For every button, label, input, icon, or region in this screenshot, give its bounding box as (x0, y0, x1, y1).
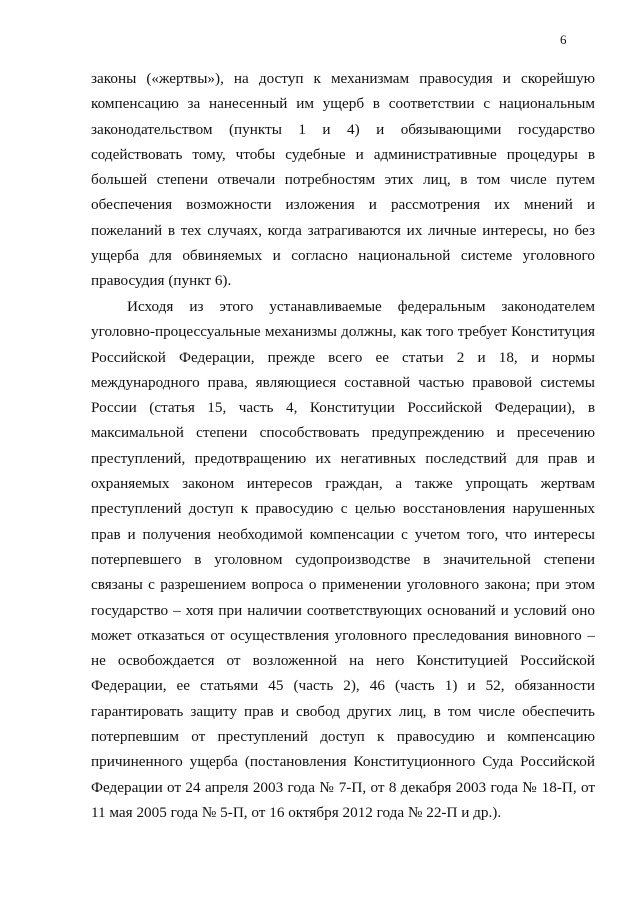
paragraph-line: государство – хотя при наличии соответствующих оснований и условий оно (91, 601, 595, 619)
paragraph-1 (91, 66, 595, 294)
paragraph-line: потерпевшим от преступлений доступ к правосудию и компенсацию (91, 728, 595, 746)
paragraph-line: прав и получения необходимой компенсации с учетом того, что интересы (91, 525, 595, 543)
paragraph-line: законодательством (пункты 1 и 4) и обязывающими государство (91, 120, 595, 138)
paragraph-line: уголовно-процессуальные механизмы должны, как того требует Конституция (91, 323, 595, 341)
paragraph-line: преступлений, предотвращению их негативных последствий для прав и (91, 449, 595, 467)
paragraph-line: Исходя из этого устанавливаемые федеральным законодателем (127, 298, 595, 315)
paragraph-line: охраняемых законом интересов граждан, а также упрощать жертвам (91, 475, 595, 493)
paragraph-line: причиненного ущерба (постановления Конституционного Суда Российской (91, 753, 595, 771)
paragraph-line: преступлений доступ к правосудию с целью восстановления нарушенных (91, 500, 595, 518)
paragraph-line: максимальной степени способствовать предупреждению и пресечению (91, 424, 595, 442)
paragraph-line: не освобождается от возложенной на него Конституцией Российской (91, 652, 595, 670)
paragraph-line: Федерации, ее статьями 45 (часть 2), 46 (часть 1) и 52, обязанности (91, 677, 595, 695)
paragraph-line: правосудия (пункт 6). (91, 272, 232, 290)
paragraph-line: может отказаться от осуществления уголовного преследования виновного – (91, 626, 595, 644)
paragraph-line: ущерба для обвиняемых и согласно национальной системе уголовного (91, 247, 595, 265)
paragraph-line: содействовать тому, чтобы судебные и административные процедуры в (91, 145, 595, 163)
page-number: 6 (560, 32, 567, 47)
paragraph-line: связаны с разрешением вопроса о применении уголовного закона; при этом (91, 576, 595, 594)
paragraph-line: Российской Федерации, прежде всего ее статьи 2 и 18, и нормы (91, 348, 595, 366)
paragraph-line: большей степени отвечали потребностям этих лиц, в том числе путем (91, 171, 595, 189)
paragraph-line: гарантировать защиту прав и свобод других лиц, в том числе обеспечить (91, 702, 595, 720)
paragraph-2 (91, 294, 595, 825)
paragraph-line: обеспечения возможности изложения и рассмотрения их мнений и (91, 196, 595, 214)
paragraph-line: пожеланий в тех случаях, когда затрагиваются их личные интересы, но без (91, 221, 595, 239)
paragraph-line: России (статья 15, часть 4, Конституции Российской Федерации), в (91, 399, 595, 417)
paragraph-line: компенсацию за нанесенный им ущерб в соответствии с национальным (91, 95, 595, 113)
paragraph-line: международного права, являющиеся составной частью правовой системы (91, 373, 595, 391)
paragraph-line: законы («жертвы»), на доступ к механизмам правосудия и скорейшую (91, 70, 595, 87)
paragraph-line: Федерации от 24 апреля 2003 года № 7-П, от 8 декабря 2003 года № 18-П, от (91, 778, 595, 796)
paragraph-line: потерпевшего в уголовном судопроизводстве в значительной степени (91, 550, 595, 568)
paragraph-line: 11 мая 2005 года № 5-П, от 16 октября 2012 года № 22-П и др.). (91, 803, 502, 821)
